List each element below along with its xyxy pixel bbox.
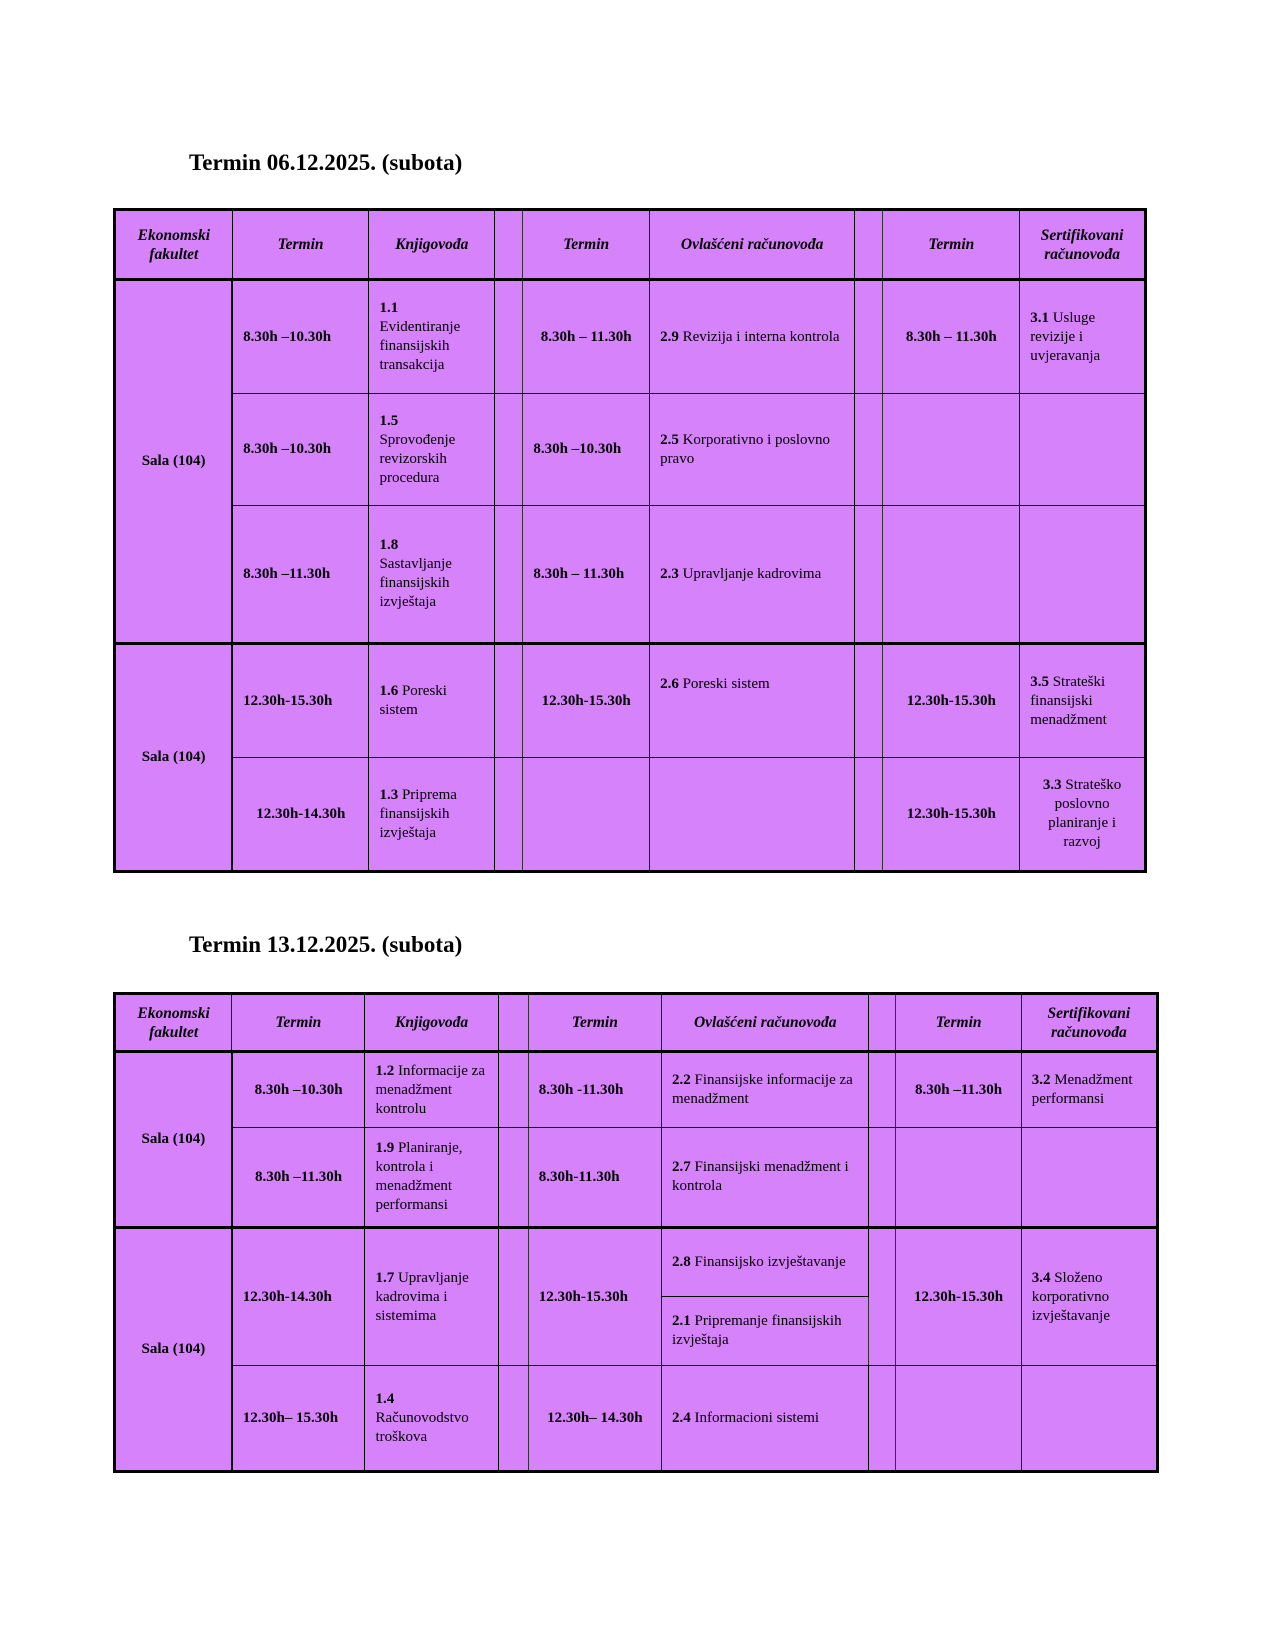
header-termin: Termin xyxy=(528,994,661,1052)
course-name: Informacioni sistemi xyxy=(694,1409,820,1426)
course-name: Poreski sistem xyxy=(379,683,447,718)
time-cell: 8.30h –11.30h xyxy=(232,1128,365,1228)
time-cell: 8.30h – 11.30h xyxy=(883,280,1020,394)
header-termin: Termin xyxy=(896,994,1021,1052)
course-name: Informacije za menadžment kontrolu xyxy=(375,1062,485,1117)
course-cell xyxy=(1021,1366,1157,1472)
course-number: 3.4 xyxy=(1031,1269,1051,1286)
spacer-cell xyxy=(855,394,883,506)
spacer-cell xyxy=(869,994,896,1052)
room-cell: Sala (104) xyxy=(115,644,233,872)
schedule-table xyxy=(113,208,1147,873)
spacer-cell xyxy=(495,644,523,758)
header-knjigovodja: Knjigovođa xyxy=(365,994,498,1052)
spacer-cell xyxy=(495,280,523,394)
course-name: Složeno korporativno izvještavanje xyxy=(1031,1269,1110,1324)
course-cell xyxy=(1021,1228,1157,1366)
course-cell xyxy=(365,1128,498,1228)
header-row xyxy=(115,210,1146,280)
time-cell: 8.30h-11.30h xyxy=(528,1128,661,1228)
course-cell xyxy=(1020,506,1146,644)
course-name: Korporativno i poslovno pravo xyxy=(660,431,831,467)
course-number: 1.6 xyxy=(379,683,399,699)
course-name: Sprovođenje revizorskih procedura xyxy=(379,431,456,486)
header-row xyxy=(115,994,1158,1052)
course-name: Menadžment performansi xyxy=(1031,1072,1133,1107)
course-cell xyxy=(1020,280,1146,394)
spacer-cell xyxy=(855,758,883,872)
spacer-cell xyxy=(498,1128,528,1228)
course-cell xyxy=(365,1228,498,1366)
course-cell xyxy=(662,1128,869,1228)
course-cell xyxy=(650,506,855,644)
course-number: 1.4 xyxy=(375,1390,395,1407)
course-number: 3.3 xyxy=(1042,777,1062,793)
course-number: 1.2 xyxy=(375,1062,395,1079)
course-cell xyxy=(369,644,495,758)
time-cell: 12.30h-15.30h xyxy=(883,644,1020,758)
course-cell xyxy=(1020,394,1146,506)
spacer-cell xyxy=(495,758,523,872)
course-number: 2.7 xyxy=(672,1159,691,1175)
course-cell xyxy=(369,280,495,394)
course-name: Računovodstvo troškova xyxy=(375,1409,469,1445)
course-number: 2.3 xyxy=(660,565,679,582)
course-number: 1.8 xyxy=(379,537,399,553)
header-ovlasceni-racunovodja: Ovlašćeni računovođa xyxy=(650,210,855,280)
room-cell: Sala (104) xyxy=(115,1052,232,1228)
spacer-cell xyxy=(495,394,523,506)
course-cell xyxy=(650,758,855,872)
course-cell xyxy=(369,394,495,506)
course-number: 3.5 xyxy=(1030,673,1049,690)
course-name: Finansijsko izvještavanje xyxy=(694,1254,846,1270)
time-cell: 8.30h – 11.30h xyxy=(523,506,650,644)
course-number: 2.6 xyxy=(660,676,679,692)
course-number: 3.2 xyxy=(1031,1072,1051,1088)
table-row xyxy=(115,758,1146,872)
time-cell: 12.30h-14.30h xyxy=(232,758,369,872)
course-cell xyxy=(650,644,855,758)
spacer-cell xyxy=(869,1052,896,1128)
time-cell xyxy=(523,758,650,872)
time-cell xyxy=(883,506,1020,644)
course-number: 3.1 xyxy=(1030,309,1049,326)
course-name: Upravljanje kadrovima xyxy=(682,565,822,582)
time-cell: 8.30h –10.30h xyxy=(232,280,369,394)
course-number: 1.9 xyxy=(375,1140,395,1156)
header-knjigovodja: Knjigovođa xyxy=(369,210,495,280)
header-ovlasceni-racunovodja: Ovlašćeni računovođa xyxy=(662,994,869,1052)
time-cell: 12.30h-15.30h xyxy=(883,758,1020,872)
time-cell xyxy=(896,1128,1021,1228)
course-cell xyxy=(650,394,855,506)
time-cell: 8.30h –11.30h xyxy=(896,1052,1021,1128)
time-cell: 12.30h-15.30h xyxy=(232,644,369,758)
header-termin: Termin xyxy=(883,210,1020,280)
time-cell xyxy=(883,394,1020,506)
course-number: 2.4 xyxy=(672,1409,691,1426)
course-cell xyxy=(365,1366,498,1472)
table-row xyxy=(115,1366,1158,1472)
header-sertifikovani-racunovodja: Sertifikovani računovođa xyxy=(1020,210,1146,280)
room-cell: Sala (104) xyxy=(115,280,233,644)
course-name: Upravljanje kadrovima i sistemima xyxy=(375,1269,469,1324)
course-name: Finansijski menadžment i kontrola xyxy=(672,1159,849,1194)
table-row xyxy=(115,506,1146,644)
time-cell: 8.30h –10.30h xyxy=(523,394,650,506)
spacer-cell xyxy=(495,210,523,280)
course-name: Planiranje, kontrola i menadžment performansi xyxy=(375,1140,463,1213)
course-number: 2.5 xyxy=(660,431,679,448)
course-name: Usluge revizije i uvjeravanja xyxy=(1030,309,1101,364)
session-title: Termin 13.12.2025. (subota) xyxy=(189,932,463,957)
table-row xyxy=(115,394,1146,506)
header-termin: Termin xyxy=(232,210,369,280)
spacer-cell xyxy=(498,994,528,1052)
course-cell xyxy=(1020,758,1146,872)
course-name: Strateški finansijski menadžment xyxy=(1030,673,1107,728)
table-row xyxy=(115,280,1146,394)
course-name: Poreski sistem xyxy=(682,676,770,692)
time-cell: 12.30h-15.30h xyxy=(896,1228,1021,1366)
course-name: Finansijske informacije za menadžment xyxy=(672,1072,853,1107)
spacer-cell xyxy=(869,1128,896,1228)
spacer-cell xyxy=(855,280,883,394)
time-cell: 12.30h-15.30h xyxy=(523,644,650,758)
course-cell xyxy=(1020,644,1146,758)
course-number: 1.5 xyxy=(379,412,399,429)
course-name: Evidentiranje finansijskih transakcija xyxy=(379,319,461,373)
course-cell xyxy=(369,758,495,872)
time-cell: 8.30h – 11.30h xyxy=(523,280,650,394)
table-row xyxy=(115,1128,1158,1228)
time-cell: 12.30h– 15.30h xyxy=(232,1366,365,1472)
header-sertifikovani-racunovodja: Sertifikovani računovođa xyxy=(1021,994,1157,1052)
time-cell: 12.30h-14.30h xyxy=(232,1228,365,1366)
time-cell: 8.30h –10.30h xyxy=(232,1052,365,1128)
room-cell: Sala (104) xyxy=(115,1228,232,1472)
time-cell xyxy=(896,1366,1021,1472)
course-number: 1.7 xyxy=(375,1269,395,1286)
schedule-table xyxy=(113,992,1159,1473)
spacer-cell xyxy=(855,644,883,758)
course-number: 2.9 xyxy=(660,328,679,345)
table-row xyxy=(115,1228,1158,1297)
course-cell xyxy=(1021,1052,1157,1128)
course-number: 2.1 xyxy=(672,1313,691,1329)
course-cell xyxy=(369,506,495,644)
time-cell: 12.30h– 14.30h xyxy=(528,1366,661,1472)
time-cell: 12.30h-15.30h xyxy=(528,1228,661,1366)
course-name: Pripremanje finansijskih izvještaja xyxy=(672,1313,842,1348)
header-termin: Termin xyxy=(232,994,365,1052)
course-number: 1.1 xyxy=(379,300,399,316)
course-cell xyxy=(365,1052,498,1128)
course-name: Revizija i interna kontrola xyxy=(682,328,840,345)
spacer-cell xyxy=(498,1228,528,1366)
spacer-cell xyxy=(869,1366,896,1472)
spacer-cell xyxy=(495,506,523,644)
spacer-cell xyxy=(855,506,883,644)
course-name: Strateško poslovno planiranje i razvoj xyxy=(1048,777,1122,850)
time-cell: 8.30h –10.30h xyxy=(232,394,369,506)
course-cell xyxy=(662,1297,869,1366)
course-cell xyxy=(650,280,855,394)
course-number: 1.3 xyxy=(379,786,399,803)
spacer-cell xyxy=(855,210,883,280)
header-faculty: Ekonomski fakultet xyxy=(115,994,232,1052)
session-title: Termin 06.12.2025. (subota) xyxy=(189,150,463,175)
spacer-cell xyxy=(869,1228,896,1366)
course-cell xyxy=(662,1052,869,1128)
time-cell: 8.30h –11.30h xyxy=(232,506,369,644)
course-number: 2.2 xyxy=(672,1072,691,1088)
course-cell xyxy=(662,1366,869,1472)
table-row xyxy=(115,644,1146,758)
spacer-cell xyxy=(498,1366,528,1472)
header-faculty: Ekonomski fakultet xyxy=(115,210,233,280)
course-name: Priprema finansijskih izvještaja xyxy=(379,786,457,841)
table-row xyxy=(115,1052,1158,1128)
course-name: Sastavljanje finansijskih izvještaja xyxy=(379,556,452,610)
time-cell: 8.30h -11.30h xyxy=(528,1052,661,1128)
course-cell xyxy=(662,1228,869,1297)
course-number: 2.8 xyxy=(672,1254,691,1270)
header-termin: Termin xyxy=(523,210,650,280)
course-cell xyxy=(1021,1128,1157,1228)
spacer-cell xyxy=(498,1052,528,1128)
